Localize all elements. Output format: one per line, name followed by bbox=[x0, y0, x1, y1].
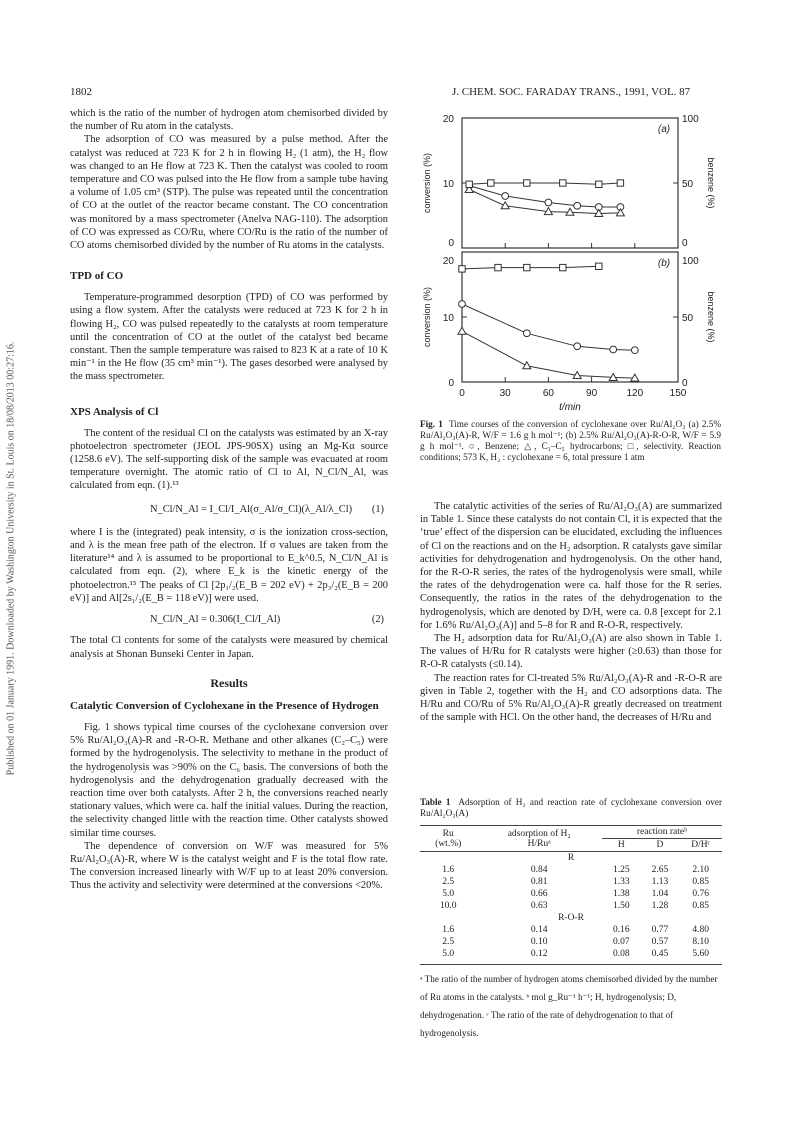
equation-text: N_Cl/N_Al = 0.306(I_Cl/I_Al) bbox=[150, 614, 281, 626]
table-row bbox=[420, 948, 722, 960]
x-tick-label: 30 bbox=[499, 388, 511, 399]
figure-caption bbox=[420, 419, 721, 463]
y-tick-label: 0 bbox=[448, 238, 454, 249]
paragraph: The total Cl contents for some of the catalysts were measured by chemical analysis at Shonan Bunseki Center in Japan. bbox=[70, 635, 388, 660]
table-label: Table 1 bbox=[420, 797, 451, 807]
benzene-point bbox=[610, 346, 617, 353]
benzene-point bbox=[574, 343, 581, 350]
y-tick-label: 20 bbox=[442, 114, 454, 125]
left-column bbox=[70, 107, 388, 893]
table-cell: 0.07 bbox=[612, 937, 630, 947]
page-number: 1802 bbox=[70, 86, 92, 98]
figure-1 bbox=[410, 104, 722, 416]
paragraph: The H₂ adsorption data for Ru/Al₂O₃(A) are also shown in Table 1. The values of H/Ru for R catalysts were higher (≥0.63) than those for R-O-R catalysts (≤0.14). bbox=[420, 633, 722, 671]
x-tick-label: 90 bbox=[586, 388, 598, 399]
selectivity-point bbox=[466, 181, 472, 187]
table-cell: 0.81 bbox=[530, 877, 548, 887]
y2-axis-label: benzene (%) bbox=[706, 291, 716, 343]
table-cell: 0.77 bbox=[651, 925, 669, 935]
paragraph: The catalytic activities of the series of Ru/Al₂O₃(A) are summarized in Table 1. Since these catalysts do not contain Cl, it is expected that the ‘true’ effect of the dispersion can be elucidated, excluding the influences of Cl on the reactions and on the H₂ adsorption. R catalysts gave similar activities for dehydrogenation and hydrogenolysis. On the other hand, for the R-O-R series, the rates of the hydrogenolysis were small, while the rates of the dehydrogenation were ca. half those for the R series. Consequently, the ratios in the rates of the dehydrogenation to the hydrogenolysis, which are denoted by D/H, were ca. 0.8 [except for 2.1 for 1.6% Ru/Al₂O₃(A)] and 5–8 for R and R-O-R, respectively. bbox=[420, 501, 722, 631]
table-caption-text: Adsorption of H₂ and reaction rate of cyclohexane conversion over Ru/Al₂O₃(A) bbox=[420, 797, 722, 818]
equation-1 bbox=[70, 503, 388, 516]
table-cell: 0.12 bbox=[530, 949, 548, 959]
header-ru: Ru bbox=[442, 828, 454, 839]
table-row bbox=[420, 876, 722, 888]
y-axis-label: conversion (%) bbox=[422, 286, 432, 348]
table-cell: 0.14 bbox=[530, 925, 548, 935]
hydrocarbon-point bbox=[616, 209, 624, 216]
table-cell: 8.10 bbox=[692, 937, 709, 947]
download-watermark bbox=[4, 180, 18, 940]
header-d: D bbox=[656, 840, 664, 850]
hydrocarbon-point bbox=[501, 202, 509, 209]
paragraph: The reaction rates for Cl-treated 5% Ru/Al₂O₃(A)-R and -R-O-R are given in Table 2, together with the H₂ and CO adsorptions data. The H/Ru and CO/Ru of 5% Ru/Al₂O₃(A)-R greatly decreased on treatment of the sample with HCl. On the other hand, the decreases of H/Ru and bbox=[420, 672, 722, 724]
table-cell: 0.57 bbox=[651, 937, 669, 947]
x-tick-label: 0 bbox=[459, 388, 465, 399]
x-tick-label: 120 bbox=[626, 388, 644, 399]
panel-label: (b) bbox=[657, 258, 671, 269]
benzene-point bbox=[459, 301, 466, 308]
paragraph: The adsorption of CO was measured by a pulse method. After the catalyst was reduced at 723 K for 2 h in flowing H₂ (1 atm), the H₂ flow was changed to an He flow at 723 K. Then the catalyst was cooled to room temperature and CO was pulsed into the He flow from a sample tube having a volume of 1.05 cm³ (STP). The pulse was repeated until the concentration of CO at the outlet of the reactor became constant. The CO concentration was monitored by a mass spectrometer (Anelva NAG-110). The adsorption of CO was expressed as CO/Ru, where CO/Ru is the ratio of the number of CO atoms chemisorbed divided by the number of Ru atoms in the catalysts. bbox=[70, 134, 388, 252]
table-cell: 0.84 bbox=[530, 865, 548, 875]
table-row bbox=[420, 888, 722, 900]
table-cell: 5.0 bbox=[442, 949, 455, 959]
benzene-point bbox=[545, 199, 552, 206]
paragraph: Fig. 1 shows typical time courses of the cyclohexane conversion over 5% Ru/Al₂O₃(A)-R and -R-O-R. Methane and other alkanes (C₂–C₅) were formed by the hydrogenolysis. The selectivity to methane in the product of the hydrogenolysis was >90% on the C₆ basis. The conversions of both the hydrogenolysis and the dehydrogenation gradually decreased with the reaction time over both catalysts. After 2 h, the conversions reached nearly stationary values, which were ca. half the initial values. During the reaction, the selectivity changed little with the reaction time. Other catalysts showed similar time courses. bbox=[70, 721, 388, 839]
equation-number: (2) bbox=[371, 614, 384, 626]
equation-2 bbox=[70, 613, 388, 626]
selectivity-point bbox=[524, 180, 530, 186]
table-row bbox=[420, 924, 722, 936]
section-r: R bbox=[567, 853, 575, 863]
table-cell: 2.10 bbox=[692, 865, 709, 875]
y2-tick-label: 0 bbox=[682, 238, 688, 249]
selectivity-point bbox=[596, 263, 602, 269]
section-heading: TPD of CO bbox=[70, 270, 124, 283]
paragraph: The dependence of conversion on W/F was measured for 5% Ru/Al₂O₃(A)-R, where W is the catalyst weight and F is the total flow rate. The conversion increased linearly with W/F up to at least 20% conversion. Thus the activity and selectivity were determined at the conversions <20%. bbox=[70, 840, 388, 892]
benzene-point bbox=[574, 202, 581, 209]
selectivity-point bbox=[495, 264, 501, 270]
selectivity-point bbox=[617, 180, 623, 186]
section-heading: Catalytic Conversion of Cyclohexane in the Presence of Hydrogen bbox=[70, 699, 379, 712]
y2-axis-label: benzene (%) bbox=[706, 157, 716, 209]
hydrocarbon-point bbox=[458, 327, 466, 334]
selectivity-point bbox=[560, 264, 566, 270]
table-cell: 1.6 bbox=[442, 865, 455, 875]
header-ru-unit: (wt.%) bbox=[435, 838, 462, 849]
y-axis-label: conversion (%) bbox=[422, 152, 432, 214]
table-cell: 1.38 bbox=[612, 889, 630, 899]
col-adsorption bbox=[476, 826, 601, 852]
table-cell: 1.25 bbox=[612, 865, 630, 875]
table-cell: 5.0 bbox=[442, 889, 455, 899]
y-tick-label: 0 bbox=[448, 378, 454, 389]
y2-tick-label: 100 bbox=[682, 256, 699, 267]
table-row bbox=[420, 936, 722, 948]
series-line bbox=[462, 331, 635, 378]
x-axis-label: t/min bbox=[559, 402, 581, 413]
table-cell: 0.08 bbox=[612, 949, 630, 959]
table-cell: 0.66 bbox=[530, 889, 548, 899]
table-cell: 1.33 bbox=[612, 877, 630, 887]
y-tick-label: 10 bbox=[442, 179, 454, 190]
header-adsorption: adsorption of H₂ bbox=[507, 828, 571, 839]
caption-text: Time courses of the conversion of cyclohexane over Ru/Al₂O₃ (a) 2.5% Ru/Al₂O₃(A)-R, W/F = 1.6 g h mol⁻¹; (b) 2.5% Ru/Al₂O₃(A)-R-O-R, W/F = 5.9 g h mol⁻¹. ○, Benzene; △, C₁–C₅ hydrocarbons; □, selectivity. Reaction conditions; 573 K, H₂ : cyclohexane = 6, total pressure 1 atm bbox=[420, 419, 721, 462]
table-row bbox=[420, 900, 722, 912]
table-cell: 2.65 bbox=[651, 865, 669, 875]
y-tick-label: 10 bbox=[442, 313, 454, 324]
selectivity-point bbox=[524, 264, 530, 270]
results-heading: Results bbox=[210, 675, 248, 690]
caption-label: Fig. 1 bbox=[420, 419, 443, 429]
header-h: H bbox=[617, 840, 625, 850]
table-cell: 1.6 bbox=[442, 925, 455, 935]
selectivity-point bbox=[560, 180, 566, 186]
selectivity-point bbox=[459, 266, 465, 272]
table-cell: 1.04 bbox=[651, 889, 669, 899]
header-dh: D/Hᶜ bbox=[691, 840, 711, 850]
table-cell: 2.5 bbox=[442, 937, 455, 947]
panel-label: (a) bbox=[657, 124, 671, 135]
table-cell: 4.80 bbox=[692, 925, 709, 935]
table-1 bbox=[420, 797, 722, 1041]
table-cell: 0.10 bbox=[530, 937, 548, 947]
col-rate: reaction rateᵇ bbox=[602, 826, 722, 839]
table-caption bbox=[420, 797, 722, 819]
hydrocarbon-point bbox=[523, 362, 531, 369]
table-cell: 1.13 bbox=[651, 877, 669, 887]
y2-tick-label: 50 bbox=[682, 179, 694, 190]
section-ror: R-O-R bbox=[558, 913, 584, 923]
journal-header: J. CHEM. SOC. FARADAY TRANS., 1991, VOL. 87 bbox=[452, 86, 691, 98]
equation-text: N_Cl/N_Al = I_Cl/I_Al(σ_Al/σ_Cl)(λ_Al/λ_Cl) bbox=[150, 503, 353, 515]
footnote-text: ᵃ The ratio of the number of hydrogen atoms chemisorbed divided by the number of Ru atoms in the catalysts. ᵇ mol g_Ru⁻¹ h⁻¹; H, hydrogenolysis; D, dehydrogenation. ᶜ The ratio of the rate of dehydrogenation to that of hydrogenolysis. bbox=[420, 974, 718, 1038]
table-row bbox=[420, 864, 722, 876]
right-column bbox=[420, 500, 722, 724]
y2-tick-label: 0 bbox=[682, 378, 688, 389]
table-cell: 0.45 bbox=[651, 949, 669, 959]
paragraph: which is the ratio of the number of hydrogen atom chemisorbed divided by the number of Ru atom in the catalysts. bbox=[70, 108, 388, 133]
y2-tick-label: 50 bbox=[682, 313, 694, 324]
col-ru bbox=[420, 826, 476, 852]
download-note: Published on 01 January 1991. Downloaded by Washington University in St. Louis on 18/08/2013 00:27:16. bbox=[5, 341, 17, 776]
selectivity-point bbox=[596, 181, 602, 187]
paragraph: Temperature-programmed desorption (TPD) of CO was performed by using a flow system. After the catalysts were reduced at 723 K for 2 h in flowing H₂, CO was pulsed repeatedly to the catalysts at room temperature until the concentration of CO at the outlet of the catalyst bed became constant. Then the sample temperature was raised to 823 K at a rate of 10 K min⁻¹ in the He flow (35 cm³ min⁻¹). The gases desorbed were analysed by the mass spectrometer. bbox=[70, 292, 388, 383]
y2-tick-label: 100 bbox=[682, 114, 699, 125]
table-cell: 2.5 bbox=[442, 877, 455, 887]
selectivity-point bbox=[488, 180, 494, 186]
benzene-point bbox=[631, 347, 638, 354]
table-cell: 0.76 bbox=[692, 889, 709, 899]
table-cell: 0.63 bbox=[530, 901, 548, 911]
series-line bbox=[462, 304, 635, 350]
section-heading: XPS Analysis of Cl bbox=[70, 405, 159, 418]
table-cell: 0.16 bbox=[612, 925, 630, 935]
plot-frame bbox=[462, 252, 678, 382]
table-cell: 0.85 bbox=[692, 901, 709, 911]
paragraph: The content of the residual Cl on the catalysts was estimated by an X-ray photoelectron spectrometer (JEOL JPS-90SX) using an Mg-Kα source (1258.6 eV). The self-supporting disk of the sample was evacuated at room temperature overnight. The atomic ratio of Cl to Al, N_Cl/N_Al, was calculated from eqn. (1).¹³ bbox=[70, 427, 388, 492]
paragraph: where I is the (integrated) peak intensity, σ is the ionization cross-section, and λ is the mean free path of the electron. If σ values are taken from the literature¹⁴ and λ is assumed to be proportional to E_k^0.5, N_Cl/N_Al is calculated from eqn. (2), where E_k is the kinetic energy of the photoelectron.¹⁵ The peaks of Cl [2p₁/₂(E_B = 202 eV) + 2p₃/₂(E_B = 200 eV)] and Al[2s₁/₂(E_B = 118 eV)] were used. bbox=[70, 526, 388, 604]
table-cell: 1.28 bbox=[651, 901, 669, 911]
benzene-point bbox=[523, 330, 530, 337]
benzene-point bbox=[502, 193, 509, 200]
y-tick-label: 20 bbox=[442, 256, 454, 267]
header-hru: H/Ruᵃ bbox=[527, 838, 551, 849]
x-tick-label: 60 bbox=[542, 388, 554, 399]
table-cell: 5.60 bbox=[692, 949, 709, 959]
table-footnote bbox=[420, 964, 722, 1041]
table-cell: 0.85 bbox=[692, 877, 709, 887]
data-table bbox=[420, 825, 722, 960]
table-cell: 10.0 bbox=[439, 901, 457, 911]
equation-number: (1) bbox=[371, 503, 384, 515]
x-tick-label: 150 bbox=[669, 388, 687, 399]
table-cell: 1.50 bbox=[612, 901, 630, 911]
